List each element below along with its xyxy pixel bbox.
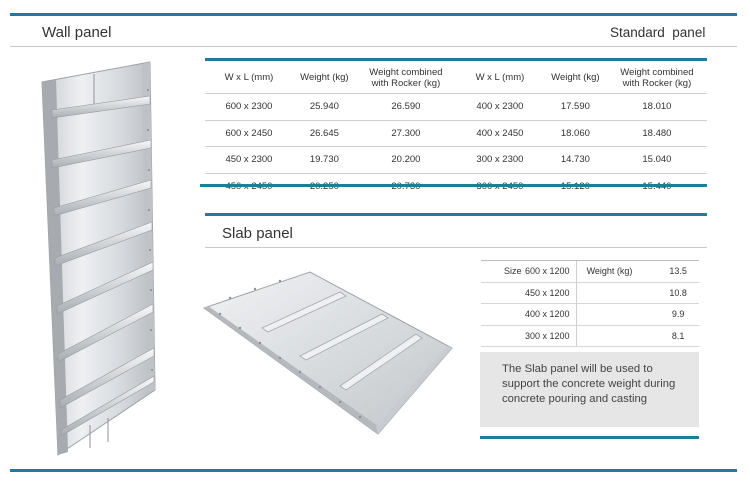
cell: 26.590 (356, 94, 456, 121)
col-header-wxl: W x L (mm) (224, 72, 274, 84)
cell: 600 x 2300 (205, 94, 293, 121)
slab-section-bar (205, 213, 707, 216)
table-row (205, 147, 707, 174)
cell: 14.730 (544, 147, 607, 174)
slab-panel-image (200, 268, 460, 438)
wall-panel-title: Wall panel (42, 24, 112, 41)
slab-panel-table (481, 261, 699, 347)
empty-cell (576, 304, 657, 326)
empty-cell (576, 325, 657, 347)
cell: 20.200 (356, 147, 456, 174)
cell: 25.940 (293, 94, 356, 121)
weight-label: Weight (kg) (576, 261, 657, 282)
table-row (481, 325, 699, 347)
cell: 26.645 (293, 120, 356, 147)
weight-value: 9.9 (657, 304, 699, 326)
wall-panel-image (30, 60, 160, 470)
weight-value: 13.5 (657, 261, 699, 282)
size-cell (481, 261, 576, 282)
cell: 18.010 (607, 94, 707, 121)
size-value: 600 x 1200 (525, 266, 570, 277)
slab-note-text: The Slab panel will be used to support the concrete weight during concrete pouring and casting (502, 363, 676, 405)
table-row (205, 120, 707, 147)
cell: 400 x 2450 (456, 120, 544, 147)
standard-table-header-row (205, 64, 707, 94)
col-header-weight-rocker-2: Weight combined with Rocker (kg) (620, 66, 694, 89)
empty-cell (576, 282, 657, 304)
cell: 600 x 2450 (205, 120, 293, 147)
col-header-weight: Weight (kg) (300, 72, 349, 84)
cell: 450 x 2300 (205, 147, 293, 174)
cell: 19.730 (293, 147, 356, 174)
size-value: 400 x 1200 (481, 304, 576, 326)
top-accent-bar (10, 13, 737, 16)
cell: 300 x 2300 (456, 147, 544, 174)
cell: 18.060 (544, 120, 607, 147)
cell: 17.590 (544, 94, 607, 121)
slab-bottom-bar (480, 436, 699, 439)
cell: 27.300 (356, 120, 456, 147)
cell: 400 x 2300 (456, 94, 544, 121)
slab-header-divider (205, 247, 707, 248)
weight-value: 10.8 (657, 282, 699, 304)
table-row (481, 261, 699, 282)
header-divider (10, 46, 737, 47)
standard-table-bottom-bar (200, 184, 707, 187)
bottom-accent-bar (10, 469, 737, 472)
table-row (205, 94, 707, 121)
cell: 15.040 (607, 147, 707, 174)
slab-note-box (480, 352, 699, 427)
size-label: Size (504, 266, 522, 277)
standard-panel-title: Standard panel (610, 25, 706, 40)
table-row (481, 282, 699, 304)
col-header-weight-2: Weight (kg) (551, 72, 600, 84)
slab-panel-title: Slab panel (222, 225, 293, 242)
size-value: 300 x 1200 (481, 325, 576, 347)
weight-value: 8.1 (657, 325, 699, 347)
standard-panel-table (205, 64, 707, 199)
cell: 18.480 (607, 120, 707, 147)
standard-table-top-bar (205, 58, 707, 61)
col-header-wxl-2: W x L (mm) (475, 72, 525, 84)
size-value: 450 x 1200 (481, 282, 576, 304)
table-row (481, 304, 699, 326)
col-header-weight-rocker: Weight combined with Rocker (kg) (369, 66, 443, 89)
